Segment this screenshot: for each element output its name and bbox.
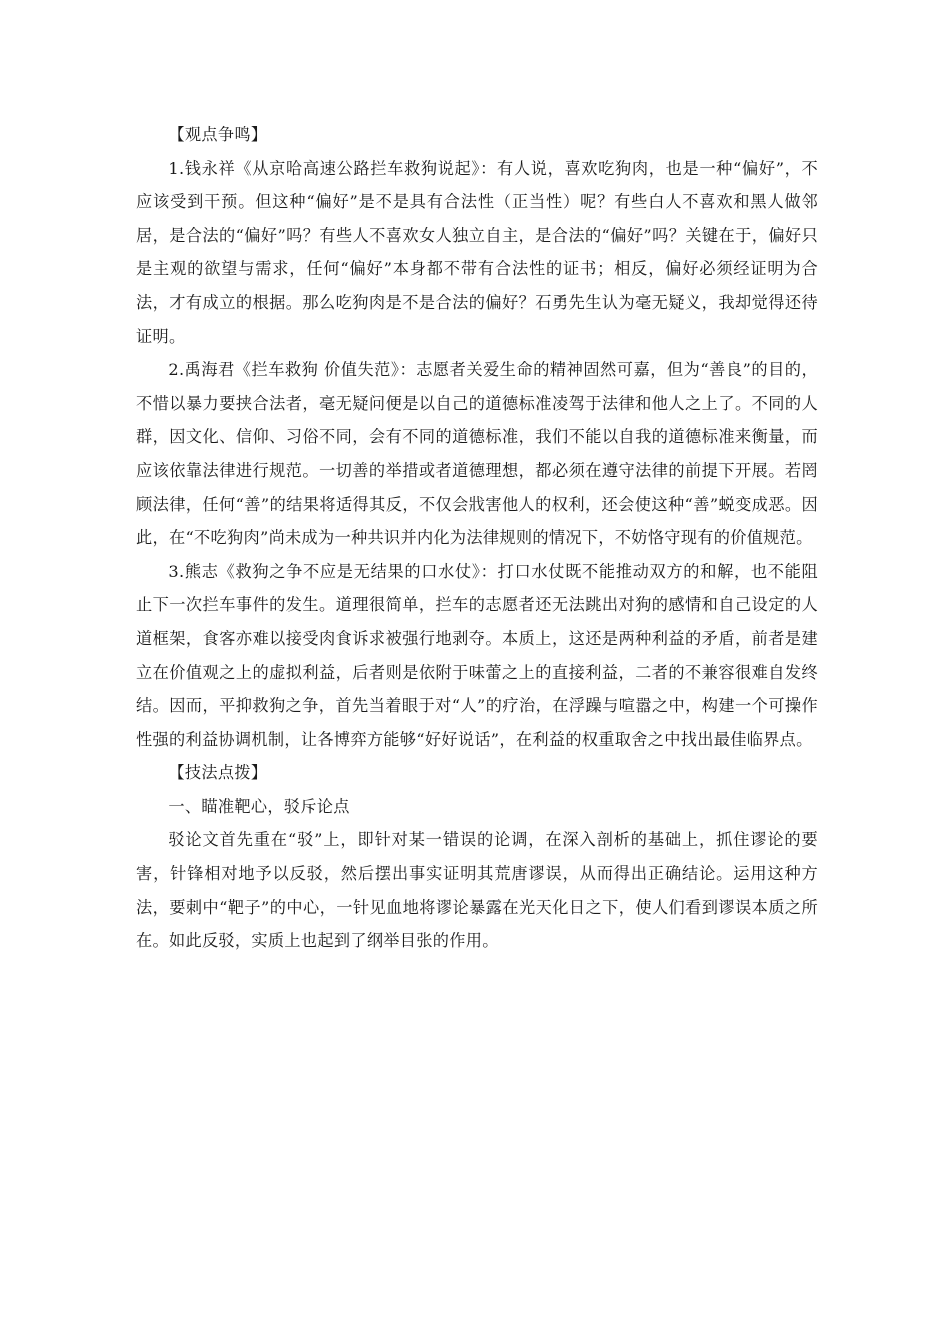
viewpoint-paragraph-2: 2.禹海君《拦车救狗 价值失范》：志愿者关爱生命的精神固然可嘉，但为“善良”的目的，不惜以暴力要挟合法者，毫无疑问便是以自己的道德标准凌驾于法律和他人之上了。不同的人群，因文化、信仰、习俗不同，会有不同的道德标准，我们不能以自我的道德标准来衡量，而应该依靠法律进行规范。一切善的举措或者道德理想，都必须在遵守法律的前提下开展。若罔顾法律，任何“善”的结果将适得其反，不仅会戕害他人的权利，还会使这种“善”蜕变成恶。因此，在“不吃狗肉”尚未成为一种共识并内化为法律规则的情况下，不妨恪守现有的价值规范。 — [136, 360, 818, 548]
section-heading-viewpoints: 【观点争鸣】 — [168, 125, 268, 144]
section-heading-technique: 【技法点拨】 — [168, 763, 268, 783]
viewpoint-paragraph-1: 1.钱永祥《从京哈高速公路拦车救狗说起》：有人说，喜欢吃狗肉，也是一种“偏好”，不应该受到干预。但这种“偏好”是不是具有合法性（正当性）呢？有些白人不喜欢和黑人做邻居，是合法的“偏好”吗？有些人不喜欢女人独立自主，是合法的“偏好”吗？关键在于，偏好只是主观的欲望与需求，任何“偏好”本身都不带有合法性的证书；相反，偏好必须经证明为合法，才有成立的根据。那么吃狗肉是不是合法的偏好？石勇先生认为毫无疑义，我却觉得还待证明。 — [136, 158, 818, 346]
technique-subheading: 一、瞄准靶心，驳斥论点 — [168, 796, 350, 816]
technique-body-paragraph: 驳论文首先重在“驳”上，即针对某一错误的论调，在深入剖析的基础上，抓住谬论的要害，针锋相对地予以反驳，然后摆出事实证明其荒唐谬误，从而得出正确结论。运用这种方法，要刺中“靶子”的中心，一针见血地将谬论暴露在光天化日之下，使人们看到谬误本质之所在。如此反驳，实质上也起到了纲举目张的作用。 — [136, 830, 818, 951]
document-page — [136, 118, 818, 958]
viewpoint-paragraph-3: 3.熊志《救狗之争不应是无结果的口水仗》：打口水仗既不能推动双方的和解，也不能阻止下一次拦车事件的发生。道理很简单，拦车的志愿者还无法跳出对狗的感情和自己设定的人道框架，食客亦难以接受肉食诉求被强行地剥夺。本质上，这还是两种利益的矛盾，前者是建立在价值观之上的虚拟利益，后者则是依附于味蕾之上的直接利益，二者的不兼容很难自发终结。因而，平抑救狗之争，首先当着眼于对“人”的疗治，在浮躁与喧嚣之中，构建一个可操作性强的利益协调机制，让各博弈方能够“好好说话”，在利益的权重取舍之中找出最佳临界点。 — [136, 561, 818, 749]
